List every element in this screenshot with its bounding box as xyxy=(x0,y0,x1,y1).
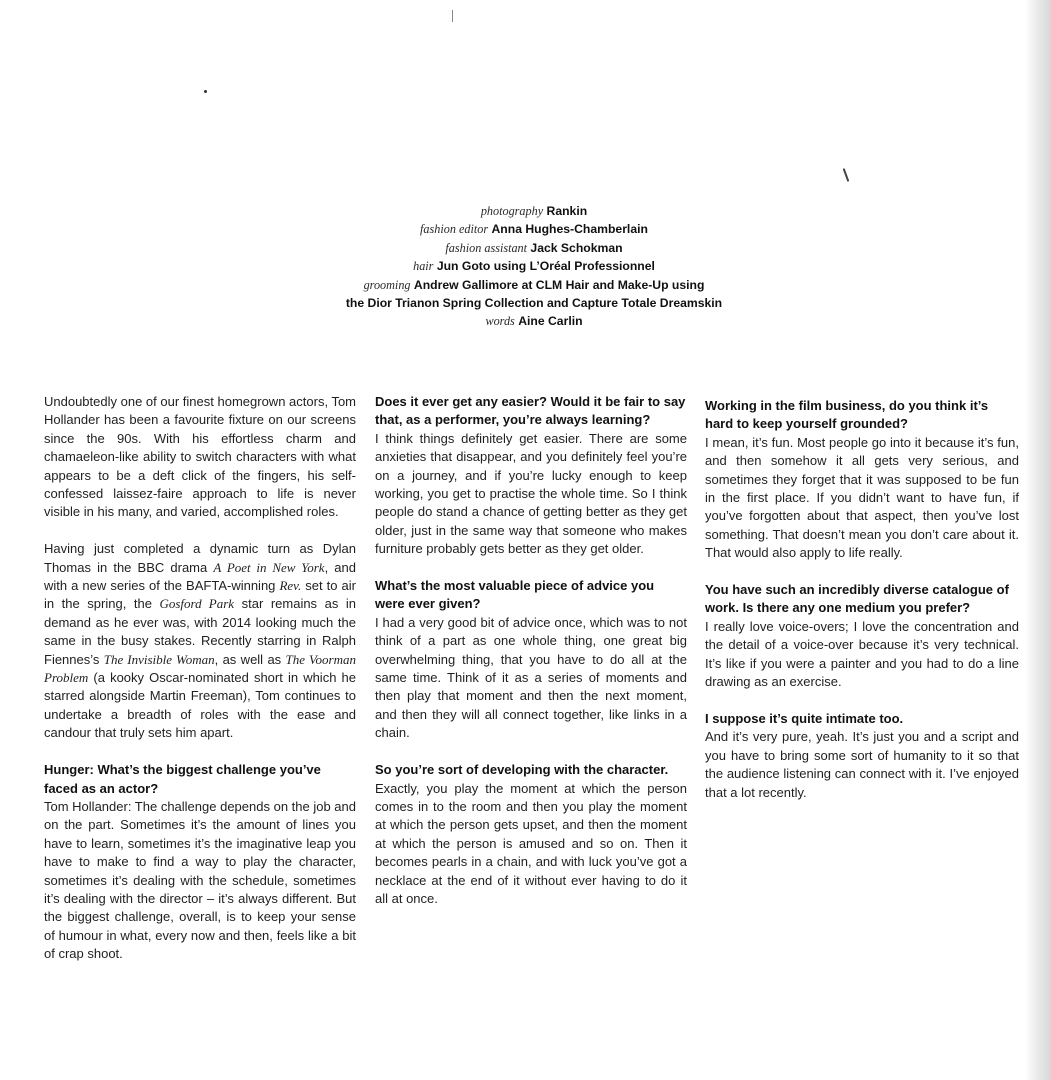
credit-fashion-editor: fashion editor Anna Hughes-Chamberlain xyxy=(420,222,648,237)
article-column-3 xyxy=(705,397,1019,802)
interview-question: You have such an incredibly diverse catalogue of work. Is there any one medium you prefer? xyxy=(705,582,1009,616)
credit-photography: photography Rankin xyxy=(480,204,588,218)
print-speck xyxy=(452,10,453,22)
credit-words: words Aine Carlin xyxy=(485,314,583,329)
interview-answer: I had a very good bit of advice once, which was to not think of a part as one whole thing, one great big overwhelming thing, that you have to do all at the same time. Think of it as a series of moments and then play that moment and then the next moment, and then they will all connect together, like links in a chain. xyxy=(375,614,687,741)
article-column-2 xyxy=(375,393,687,908)
credit-fashion-assistant: fashion assistant Jack Schokman xyxy=(445,240,623,255)
interview-question: Does it ever get any easier? Would it be fair to say that, as a performer, you’re always learning? xyxy=(375,394,686,428)
interview-question: Working in the film business, do you think it’s hard to keep yourself grounded? xyxy=(705,398,989,432)
intro-paragraph: Having just completed a dynamic turn as Dylan Thomas in the BBC drama A Poet in New York, and with a new series of the BAFTA-winning Rev. set to air in the spring, the Gosford Park star remains as in demand as he ever was, with 2014 looking much the same in the busy stakes. Recently starring in Ralph Fiennes’s The Invisible Woman, as well as The Voorman Problem (a kooky Oscar-nominated short in which he starred alongside Martin Freeman), Tom continues to undertake a breadth of roles with the ease and candour that truly sets him apart. xyxy=(44,541,357,741)
credit-hair: hair Jun Goto using L’Oréal Professionnel xyxy=(413,259,655,274)
interview-answer: Tom Hollander: The challenge depends on the job and on the part. Sometimes it’s the amount of lines you have to learn, sometimes it’s the imaginative leap you have to make to find a way to play the character, sometimes it’s dealing with the schedule, sometimes it’s dealing with the director – it’s always different. But the biggest challenge, overall, is to keep your sense of humour in what, every now and then, feels like a bit of crap shoot. xyxy=(44,798,356,962)
print-speck xyxy=(843,168,850,182)
interview-answer: I mean, it’s fun. Most people go into it because it’s fun, and then somehow it all gets very serious, and sometimes they forget that it was supposed to be fun in the first place. If you didn’t want to have fun, if you’ve forgotten about that aspect, then you’ve lost something. That doesn’t mean you don’t care about it. That would also apply to life really. xyxy=(705,434,1019,561)
page-edge-shadow xyxy=(1025,0,1051,1080)
article-column-1 xyxy=(44,393,356,964)
credits-block xyxy=(0,202,1051,331)
interview-question: Hunger: What’s the biggest challenge you’ve faced as an actor? xyxy=(44,762,321,796)
interview-answer: And it’s very pure, yeah. It’s just you and a script and you have to bring some sort of humanity to it so that the audience listening can connect with it. I’ve enjoyed that a lot recently. xyxy=(705,729,1019,800)
intro-paragraph: Undoubtedly one of our finest homegrown actors, Tom Hollander has been a favourite fixture on our screens since the 90s. With his effortless charm and chamaeleon-like ability to switch characters with what appears to be a deft click of the fingers, his self-confessed laissez-faire approach to life is never visible in his many, and varied, accomplished roles. xyxy=(44,394,356,520)
interview-question: What’s the most valuable piece of advice you were ever given? xyxy=(375,578,655,612)
credit-grooming: grooming Andrew Gallimore at CLM Hair and Make-Up using xyxy=(363,277,705,292)
interview-question: So you’re sort of developing with the character. xyxy=(375,762,669,778)
credit-grooming-continued: the Dior Trianon Spring Collection and Capture Totale Dreamskin xyxy=(345,296,723,311)
interview-answer: I really love voice-overs; I love the concentration and the detail of a voice-over because it’s very technical. It’s like if you were a painter and you had to do a line drawing as an exercise. xyxy=(705,618,1019,690)
interview-question: I suppose it’s quite intimate too. xyxy=(705,710,904,726)
interview-answer: Exactly, you play the moment at which the person comes in to the room and then you play the moment at which the person gets upset, and then the moment at which the person is amused and so on. Then it becomes pearls in a chain, and with luck you’ve got a necklace at the end of it without ever having to do it all at once. xyxy=(375,780,687,906)
interview-answer: I think things definitely get easier. There are some anxieties that disappear, and you definitely feel you’re on a journey, and if you’re lucky enough to keep working, you get to practise the whole time. So I think people do stand a chance of getting better as they get older, just in the same way that someone who makes furniture probably gets better as they get older. xyxy=(375,430,687,557)
print-speck xyxy=(204,90,207,93)
